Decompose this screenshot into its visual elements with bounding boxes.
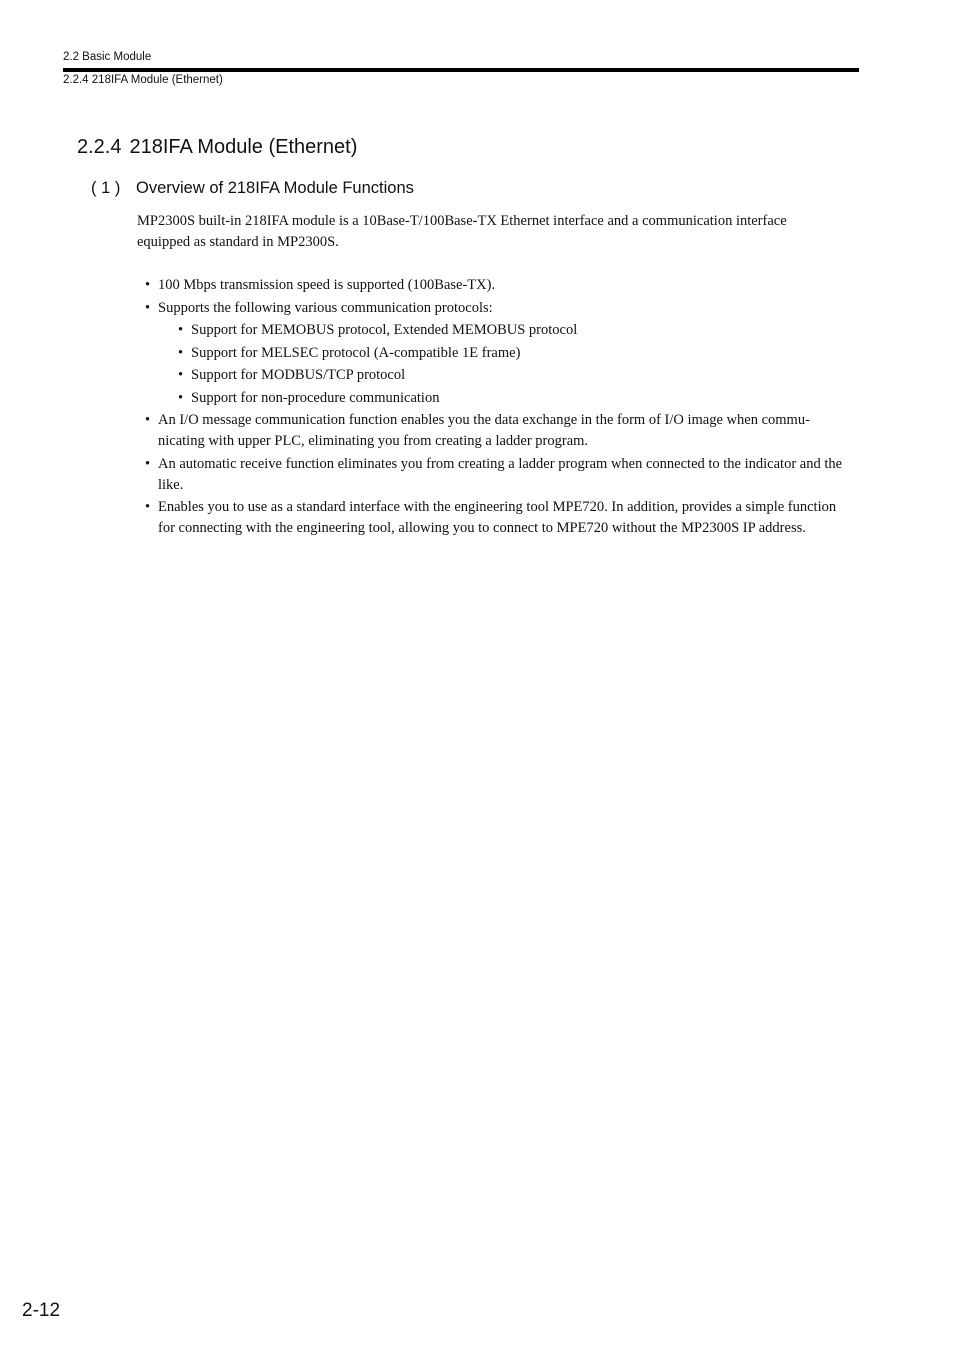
bullet-icon: •: [145, 299, 151, 316]
subsection-title-text: Overview of 218IFA Module Functions: [136, 179, 414, 197]
protocol-item-text: Support for MELSEC protocol (A-compatible 1E frame): [191, 344, 521, 361]
section-title: [77, 134, 357, 160]
protocol-list-item: [145, 365, 847, 386]
protocol-item-text: Support for MEMOBUS protocol, Extended MEMOBUS protocol: [191, 322, 578, 338]
header-rule: [63, 68, 859, 72]
bullet-icon: •: [178, 367, 184, 383]
protocol-list-item: [145, 388, 847, 409]
list-item-text: Enables you to use as a standard interface with the engineering tool MPE720. In addition, provides a simple function for connecting with the engineering tool, allowing you to connect to MPE720 without the MP2300S IP address.: [158, 499, 837, 536]
running-header-subsection: 2.2.4 218IFA Module (Ethernet): [63, 74, 223, 86]
list-item-text: An I/O message communication function enables you the data exchange in the form of I/O image when commu-nicating with upper PLC, eliminating you from creating a ladder program.: [158, 412, 810, 449]
subsection-title: [91, 177, 414, 199]
bullet-icon: •: [178, 389, 184, 406]
intro-paragraph: MP2300S built-in 218IFA module is a 10Base-T/100Base-TX Ethernet interface and a communication interface equipped as standard in MP2300S.: [137, 213, 787, 250]
page-number: 2-12: [22, 1300, 61, 1321]
section-number: 2.2.4: [77, 136, 122, 158]
list-item: [145, 410, 847, 452]
list-item-text: 100 Mbps transmission speed is supported (100Base-TX).: [158, 277, 496, 293]
protocol-item-text: Support for MODBUS/TCP protocol: [191, 367, 406, 383]
bullet-icon: •: [145, 499, 151, 515]
list-item-text: Supports the following various communication protocols:: [158, 299, 493, 316]
section-title-text: 218IFA Module (Ethernet): [129, 136, 358, 158]
protocol-item-text: Support for non-procedure communication: [191, 389, 440, 406]
list-item: [145, 454, 847, 496]
list-item: [145, 497, 847, 539]
subsection-number: ( 1 ): [91, 179, 121, 197]
list-item-text: An automatic receive function eliminates you from creating a ladder program when connected to the indicator and the like.: [158, 455, 843, 493]
list-item: [145, 275, 847, 296]
list-item: [145, 298, 847, 319]
bullet-icon: •: [145, 277, 151, 293]
protocol-list-item: [145, 320, 847, 341]
bullet-icon: •: [178, 344, 184, 361]
bullet-icon: •: [145, 412, 151, 428]
bullet-icon: •: [178, 322, 184, 338]
running-header-section: 2.2 Basic Module: [63, 51, 152, 63]
feature-list: [145, 275, 847, 541]
protocol-list-item: [145, 343, 847, 364]
bullet-icon: •: [145, 455, 151, 472]
